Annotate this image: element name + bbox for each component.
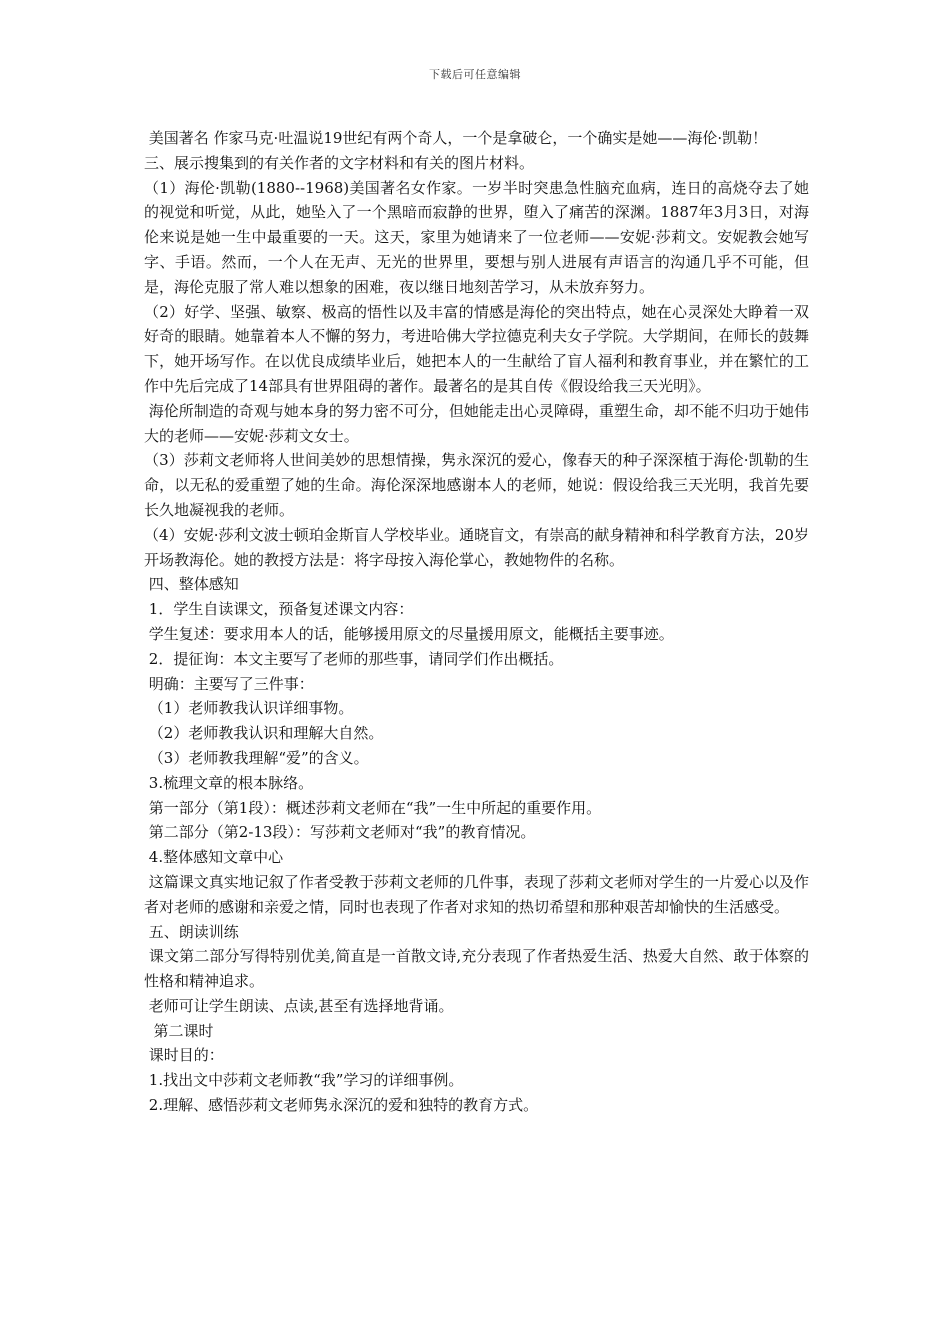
list-item: （2）老师教我认识和理解大自然。 xyxy=(144,724,384,743)
list-item: 学生复述：要求用本人的话，能够援用原文的尽量援用原文，能概括主要事迹。 xyxy=(144,624,674,643)
paragraph-bio-note: 海伦所制造的奇观与她本身的努力密不可分，但她能走出心灵障碍，重塑生命，却不能不归功于她伟大的老师——安妮·莎莉文女士。 xyxy=(144,401,809,445)
list-item: 第一部分（第1段）：概述莎莉文老师在“我”一生中所起的重要作用。 xyxy=(144,798,602,817)
paragraph-bio-4: （4）安妮·莎利文波士顿珀金斯盲人学校毕业。通晓盲文，有崇高的献身精神和科学教育方法，20岁开场教海伦。她的教授方法是：将字母按入海伦掌心，教她物件的名称。 xyxy=(144,525,809,569)
list-item: 1．学生自读课文，预备复述课文内容： xyxy=(144,600,414,619)
paragraph-intro: 美国著名 作家马克·吐温说19世纪有两个奇人，一个是拿破仑，一个确实是她——海伦·凯勒！ xyxy=(144,129,768,147)
section-heading-3: 三、展示搜集到的有关作者的文字材料和有关的图片材料。 xyxy=(144,153,535,172)
page-header: 下载后可任意编辑 xyxy=(429,68,521,81)
document-body xyxy=(144,126,809,1118)
list-item: （3）老师教我理解“爱”的含义。 xyxy=(144,748,369,767)
list-item: 2．提征询：本文主要写了老师的那些事，请同学们作出概括。 xyxy=(144,649,564,668)
paragraph-reading: 课文第二部分写得特别优美,简直是一首散文诗,充分表现了作者热爱生活、热爱大自然、敢于体察的性格和精神追求。 xyxy=(144,947,809,991)
list-item: 明确：主要写了三件事： xyxy=(144,674,314,693)
paragraph-theme: 这篇课文真实地记叙了作者受教于莎莉文老师的几件事，表现了莎莉文老师对学生的一片爱心以及作者对老师的感谢和亲爱之情，同时也表现了作者对求知的热切希望和那种艰苦却愉快的生活感受。 xyxy=(144,872,809,916)
list-item: 3.梳理文章的根本脉络。 xyxy=(144,773,314,792)
section-heading-5: 五、朗读训练 xyxy=(144,922,239,941)
list-item: 2.理解、感悟莎莉文老师隽永深沉的爱和独特的教育方式。 xyxy=(144,1096,539,1115)
list-item: 4.整体感知文章中心 xyxy=(144,848,284,867)
paragraph-bio-2: （2）好学、坚强、敏察、极高的悟性以及丰富的情感是海伦的突出特点，她在心灵深处大睁着一双好奇的眼睛。她靠着本人不懈的努力，考进哈佛大学拉德克利夫女子学院。大学期间，在师长的鼓舞下，她开场写作。在以优良成绩毕业后，她把本人的一生献给了盲人福利和教育事业，并在繁忙的工作中先后完成了14部具有世界阻碍的著作。最著名的是其自传《假设给我三天光明》。 xyxy=(144,302,809,395)
paragraph-reading-note: 老师可让学生朗读、点读,甚至有选择地背诵。 xyxy=(144,996,454,1015)
section-heading-4: 四、整体感知 xyxy=(144,575,239,594)
paragraph-bio-1: （1）海伦·凯勒(1880--1968)美国著名女作家。一岁半时突患急性脑充血病，连日的高烧夺去了她的视觉和听觉，从此，她坠入了一个黑暗而寂静的世界，堕入了痛苦的深渊。1887年3月3日，对海伦来说是她一生中最重要的一天。这天，家里为她请来了一位老师——安妮·莎莉文。安妮教会她写字、手语。然而，一个人在无声、无光的世界里，要想与别人进展有声语言的沟通几乎不可能，但是，海伦克服了常人难以想象的困难，夜以继日地刻苦学习，从未放弃努力。 xyxy=(144,178,809,296)
list-item: 1.找出文中莎莉文老师教“我”学习的详细事例。 xyxy=(144,1071,464,1090)
lesson-goals-label: 课时目的： xyxy=(144,1046,224,1065)
list-item: 第二部分（第2-13段）：写莎莉文老师对“我”的教育情况。 xyxy=(144,823,536,842)
paragraph-bio-3: （3）莎莉文老师将人世间美妙的思想情操，隽永深沉的爱心，像春天的种子深深植于海伦·凯勒的生命，以无私的爱重塑了她的生命。海伦深深地感谢本人的老师，她说：假设给我三天光明，我首先要长久地凝视我的老师。 xyxy=(144,451,809,519)
lesson-heading: 第二课时 xyxy=(144,1021,214,1040)
list-item: （1）老师教我认识详细事物。 xyxy=(144,699,354,718)
